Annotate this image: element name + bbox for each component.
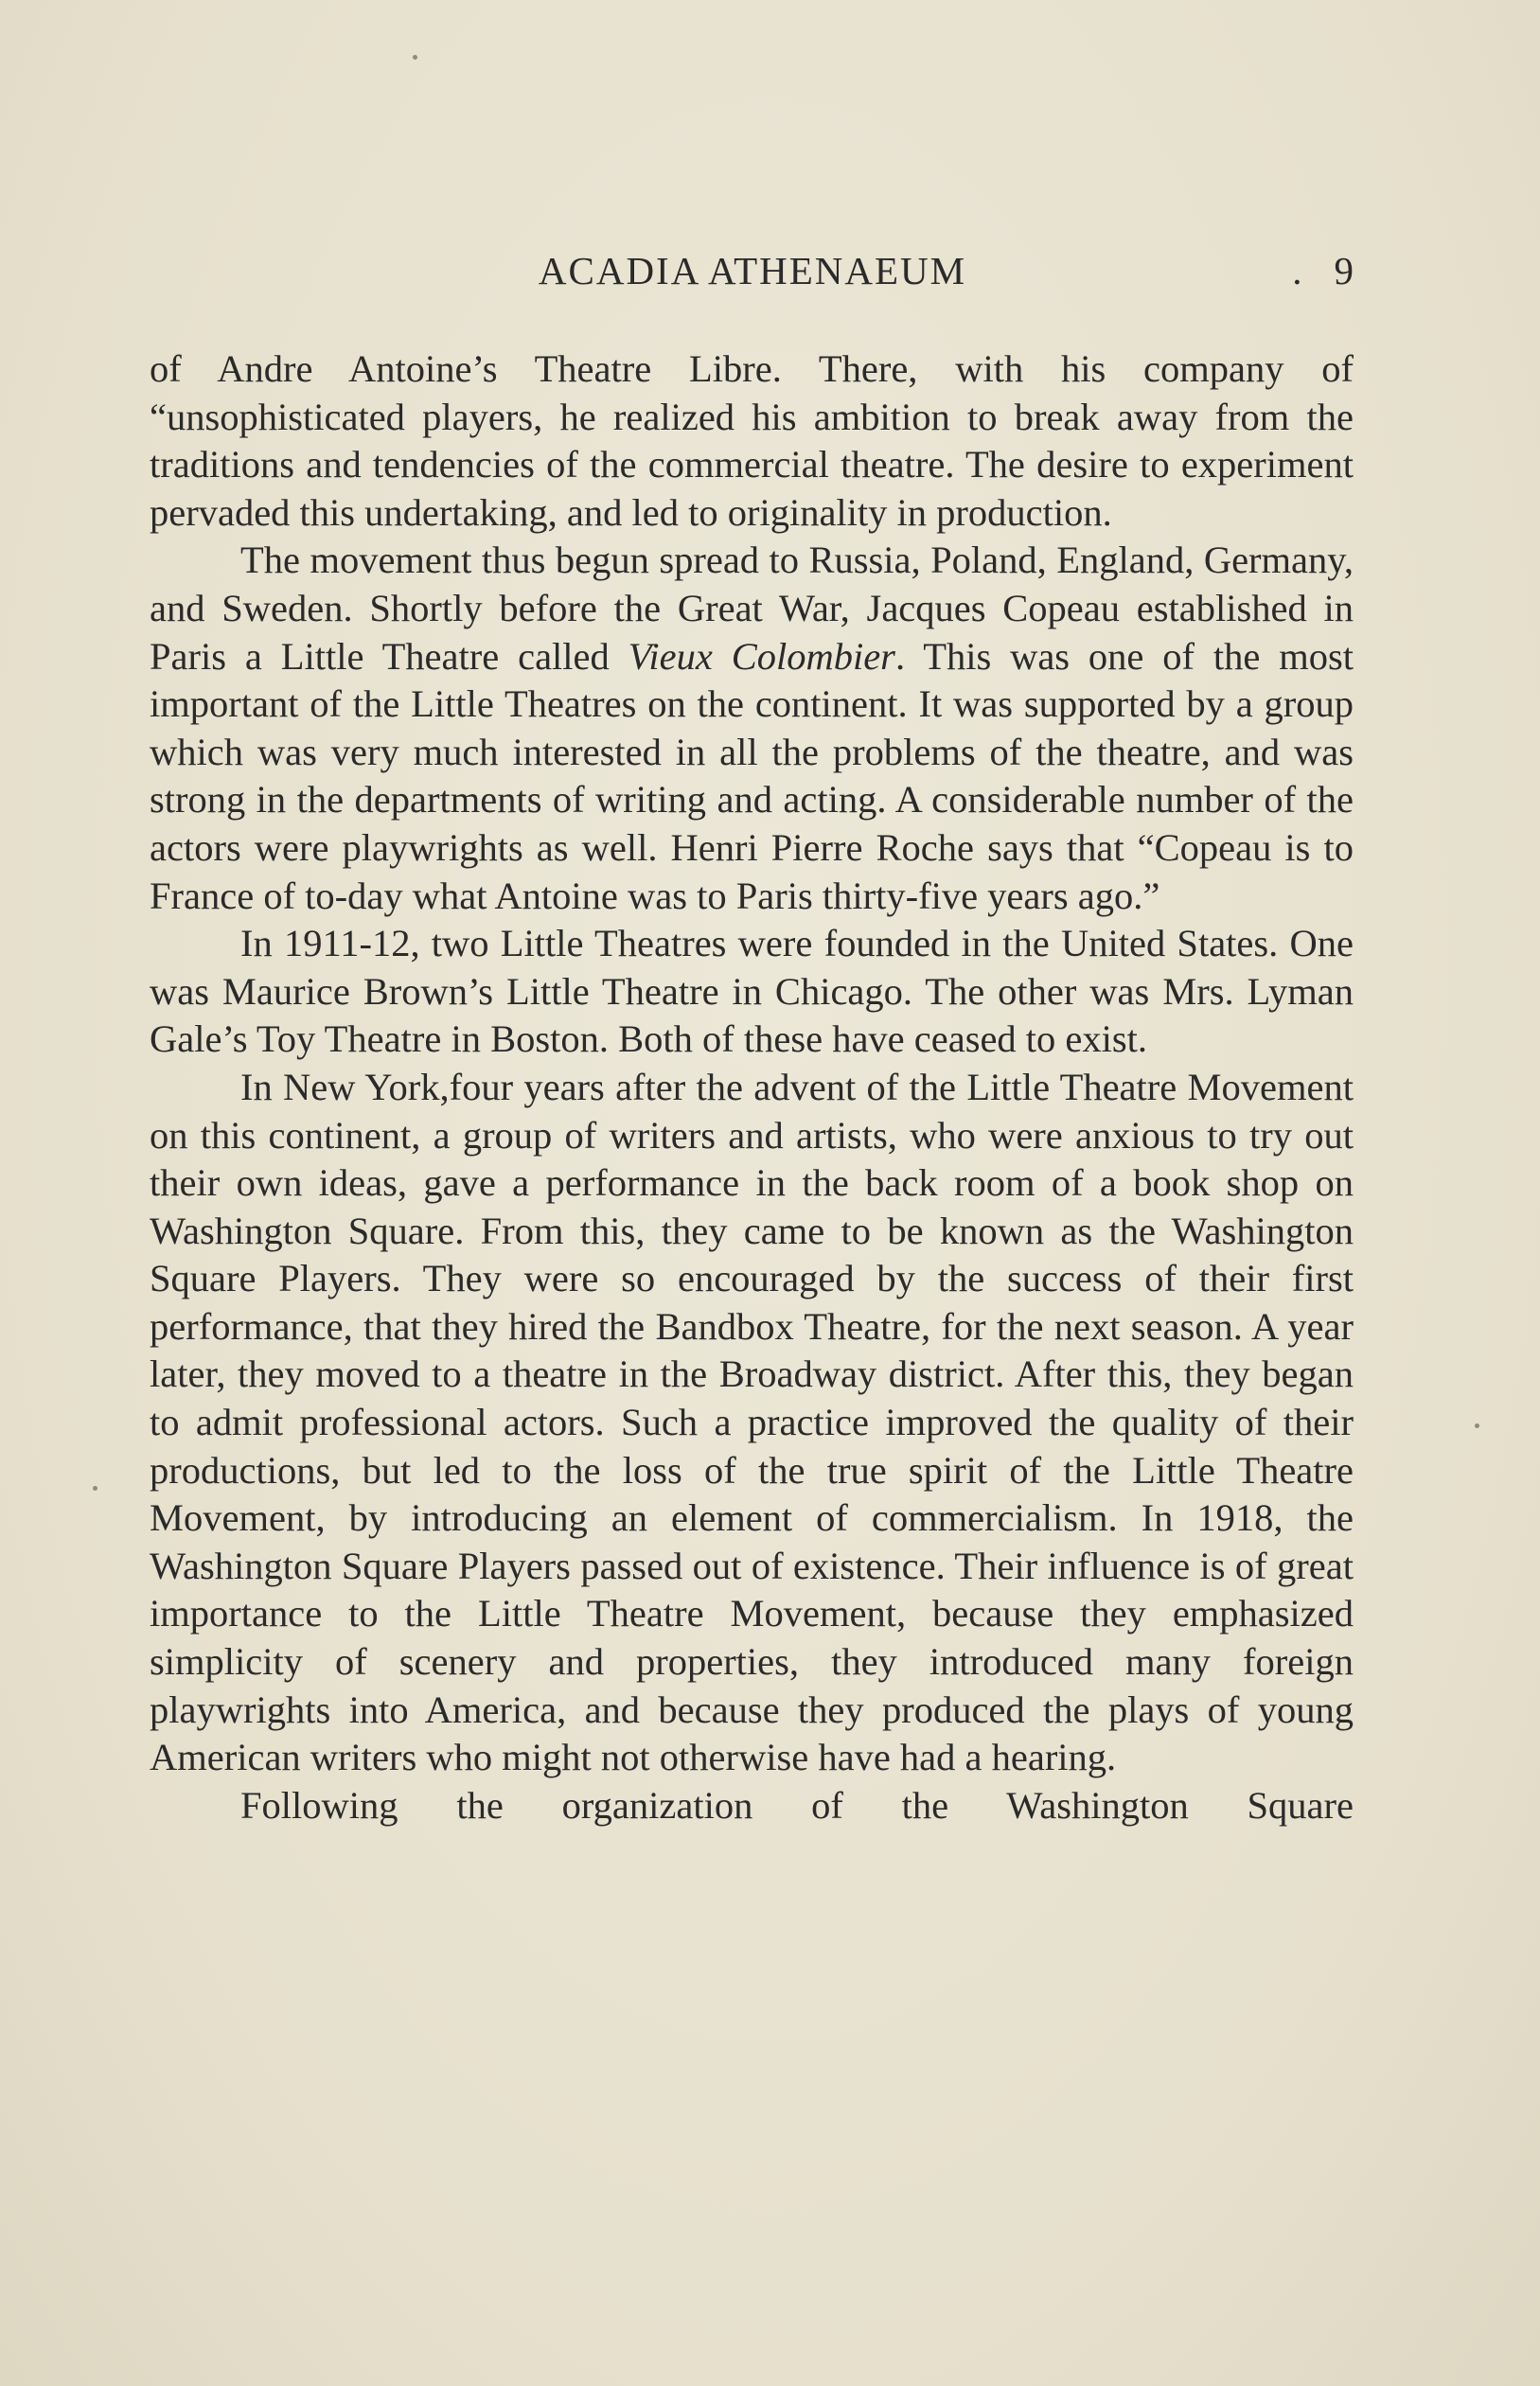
paragraph-1 <box>150 345 1354 537</box>
paragraph-2-text-a: The movement thus begun spread to Russia, Poland, England, Germany, and Sweden. Shortly before the Great War, Jacques Copeau established in Paris a Little Theatre called <box>150 539 1354 678</box>
paragraph-2-text-b: . This was one of the most important of the Little Theatres on the continent. It was supported by a group which was very much interested in all the problems of the theatre, and was strong in the departments of writing and acting. A considerable number of the actors were playwrights as well. Henri Pierre Roche says that “Copeau is to France of to-day what Antoine was to Paris thirty-five years ago.” <box>150 634 1354 917</box>
paragraph-4-text: In New York,four years after the advent of the Little Theatre Movement on this continent, a group of writers and artists, who were anxious to try out their own ideas, gave a performance in the back room of a book shop on Washington Square. From this, they came to be known as the Washington Square Players. They were so encouraged by the success of their first performance, that they hired the Bandbox Theatre, for the next season. A year later, they moved to a theatre in the Broadway district. After this, they began to admit professional actors. Such a practice improved the quality of their productions, but led to the loss of the true spirit of the Little Theatre Movement, by introducing an element of commercialism. In 1918, the Washington Square Players passed out of existence. Their influence is of great importance to the Little Theatre Movement, because they emphasized simplicity of scenery and properties, they introduced many foreign playwrights into America, and because they produced the plays of young American writers who might not otherwise have had a hearing. <box>150 1065 1354 1779</box>
paragraph-2-italic-title: Vieux Colombier <box>628 634 895 678</box>
running-title: ACADIA ATHENAEUM <box>538 249 967 292</box>
paper-speck <box>413 55 417 60</box>
paragraph-2 <box>150 537 1354 920</box>
paragraph-3 <box>150 920 1354 1064</box>
page-number-block <box>1292 248 1354 293</box>
paper-speck <box>1475 1423 1479 1428</box>
page-number: 9 <box>1334 249 1354 292</box>
paragraph-5 <box>150 1782 1354 1830</box>
paragraph-4 <box>150 1064 1354 1782</box>
paper-speck <box>93 1486 97 1491</box>
paragraph-5-text: Following the organization of the Washington Square <box>240 1783 1354 1827</box>
page-body <box>150 345 1354 1829</box>
page-number-dot: . <box>1292 249 1302 292</box>
page-header <box>151 248 1354 295</box>
paragraph-3-text: In 1911-12, two Little Theatres were founded in the United States. One was Maurice Brown’s Little Theatre in Chicago. The other was Mrs. Lyman Gale’s Toy Theatre in Boston. Both of these have ceased to exist. <box>150 922 1354 1061</box>
paragraph-1-text: of Andre Antoine’s Theatre Libre. There, with his company of “unsophisticated players, he realized his ambition to break away from the traditions and tendencies of the commercial theatre. The desire to experiment pervaded this undertaking, and led to originality in production. <box>150 347 1354 534</box>
